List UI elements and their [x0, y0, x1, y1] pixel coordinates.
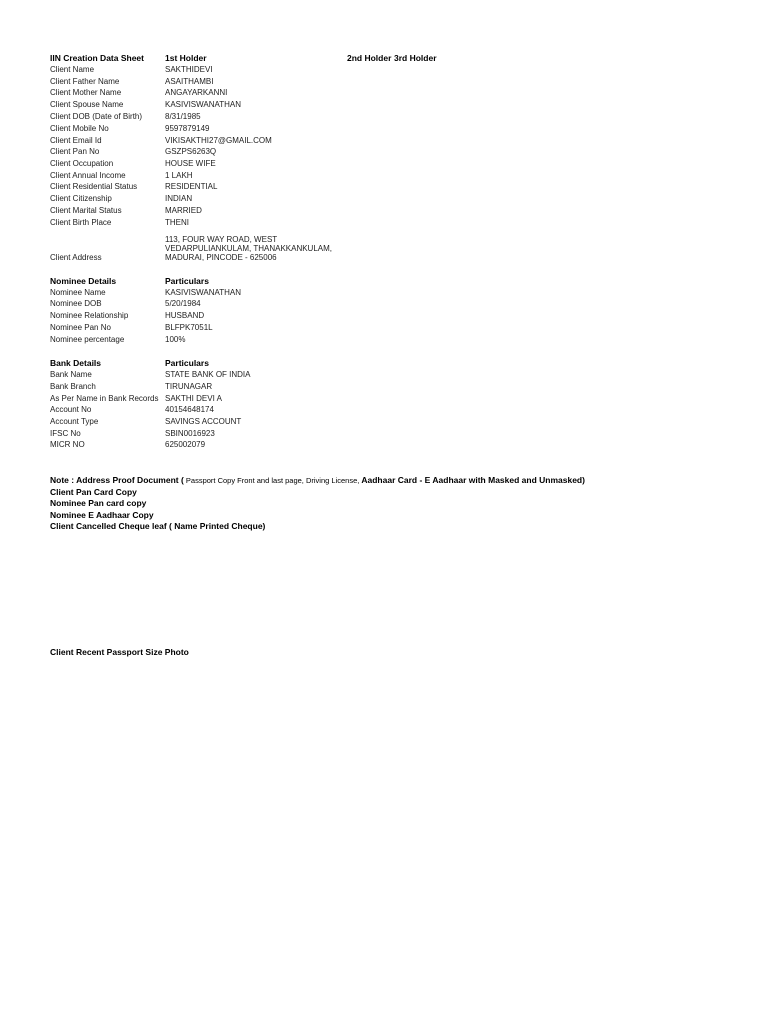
- nominee-relationship-value: HUSBAND: [165, 311, 205, 320]
- note-prefix: Note : Address Proof Document (: [50, 475, 184, 485]
- nominee-dob-label: Nominee DOB: [50, 299, 102, 308]
- bank-branch-label: Bank Branch: [50, 382, 96, 391]
- holder3-heading: 3rd Holder: [394, 53, 437, 63]
- nominee-particulars-heading: Particulars: [165, 276, 209, 286]
- client-occupation-value: HOUSE WIFE: [165, 159, 216, 168]
- nominee-name-value: KASIVISWANATHAN: [165, 288, 242, 297]
- client-residential-label: Client Residential Status: [50, 182, 138, 191]
- client-spouse-value: KASIVISWANATHAN: [165, 100, 242, 109]
- note-small: Passport Copy Front and last page, Driving License,: [183, 476, 360, 485]
- client-email-label: Client Email Id: [50, 136, 102, 145]
- nominee-relationship-label: Nominee Relationship: [50, 311, 129, 320]
- nominee-percentage-value: 100%: [165, 335, 186, 344]
- nominee-pan-label: Nominee Pan No: [50, 323, 111, 332]
- client-income-label: Client Annual Income: [50, 171, 126, 180]
- passport-photo-label: Client Recent Passport Size Photo: [50, 647, 189, 657]
- bank-name-label: Bank Name: [50, 370, 92, 379]
- account-type-label: Account Type: [50, 417, 99, 426]
- ifsc-value: SBIN0016923: [165, 429, 215, 438]
- client-birthplace-label: Client Birth Place: [50, 218, 112, 227]
- address-line-1: 113, FOUR WAY ROAD, WEST: [165, 235, 278, 244]
- client-citizenship-label: Client Citizenship: [50, 194, 112, 203]
- micr-value: 625002079: [165, 440, 206, 449]
- bank-branch-value: TIRUNAGAR: [165, 382, 213, 391]
- client-name-value: SAKTHIDEVI: [165, 65, 213, 74]
- client-name-label: Client Name: [50, 65, 95, 74]
- client-email-value: VIKISAKTHI27@GMAIL.COM: [165, 136, 272, 145]
- client-citizenship-value: INDIAN: [165, 194, 193, 203]
- client-dob-value: 8/31/1985: [165, 112, 201, 121]
- holder2-heading: 2nd Holder: [347, 53, 392, 63]
- account-no-value: 40154648174: [165, 405, 214, 414]
- client-spouse-label: Client Spouse Name: [50, 100, 124, 109]
- nominee-percentage-label: Nominee percentage: [50, 335, 125, 344]
- client-father-value: ASAITHAMBI: [165, 77, 214, 86]
- bank-particulars-heading: Particulars: [165, 358, 209, 368]
- client-marital-value: MARRIED: [165, 206, 202, 215]
- client-address-value: [165, 235, 332, 262]
- client-income-value: 1 LAKH: [165, 171, 193, 180]
- nominee-pan-value: BLFPK7051L: [165, 323, 213, 332]
- bank-record-name-value: SAKTHI DEVI A: [165, 394, 222, 403]
- client-mother-label: Client Mother Name: [50, 88, 122, 97]
- ifsc-label: IFSC No: [50, 429, 81, 438]
- note-suffix: Aadhaar Card - E Aadhaar with Masked and Unmasked): [359, 475, 585, 485]
- client-occupation-label: Client Occupation: [50, 159, 114, 168]
- client-mother-value: ANGAYARKANNI: [165, 88, 228, 97]
- client-mobile-label: Client Mobile No: [50, 124, 109, 133]
- cheque-leaf-note: Client Cancelled Cheque leaf ( Name Printed Cheque): [50, 521, 266, 531]
- client-marital-label: Client Marital Status: [50, 206, 122, 215]
- client-address-label: Client Address: [50, 253, 102, 262]
- nominee-name-label: Nominee Name: [50, 288, 106, 297]
- client-dob-label: Client DOB (Date of Birth): [50, 112, 143, 121]
- client-birthplace-value: THENI: [165, 218, 189, 227]
- bank-record-name-label: As Per Name in Bank Records: [50, 394, 159, 403]
- nominee-pan-note: Nominee Pan card copy: [50, 498, 147, 508]
- client-pan-label: Client Pan No: [50, 147, 100, 156]
- client-residential-value: RESIDENTIAL: [165, 182, 218, 191]
- sheet-title: IIN Creation Data Sheet: [50, 53, 144, 63]
- bank-name-value: STATE BANK OF INDIA: [165, 370, 251, 379]
- account-no-label: Account No: [50, 405, 92, 414]
- client-father-label: Client Father Name: [50, 77, 120, 86]
- nominee-dob-value: 5/20/1984: [165, 299, 201, 308]
- holder1-heading: 1st Holder: [165, 53, 207, 63]
- address-line-3: MADURAI, PINCODE - 625006: [165, 253, 277, 262]
- bank-heading: Bank Details: [50, 358, 102, 368]
- pan-card-note: Client Pan Card Copy: [50, 487, 137, 497]
- address-proof-note: [50, 475, 585, 485]
- nominee-heading: Nominee Details: [50, 276, 117, 286]
- client-mobile-value: 9597879149: [165, 124, 210, 133]
- nominee-aadhaar-note: Nominee E Aadhaar Copy: [50, 510, 154, 520]
- address-line-2: VEDARPULIANKULAM, THANAKKANKULAM,: [165, 244, 333, 253]
- micr-label: MICR NO: [50, 440, 85, 449]
- account-type-value: SAVINGS ACCOUNT: [165, 417, 242, 426]
- client-pan-value: GSZPS6263Q: [165, 147, 217, 156]
